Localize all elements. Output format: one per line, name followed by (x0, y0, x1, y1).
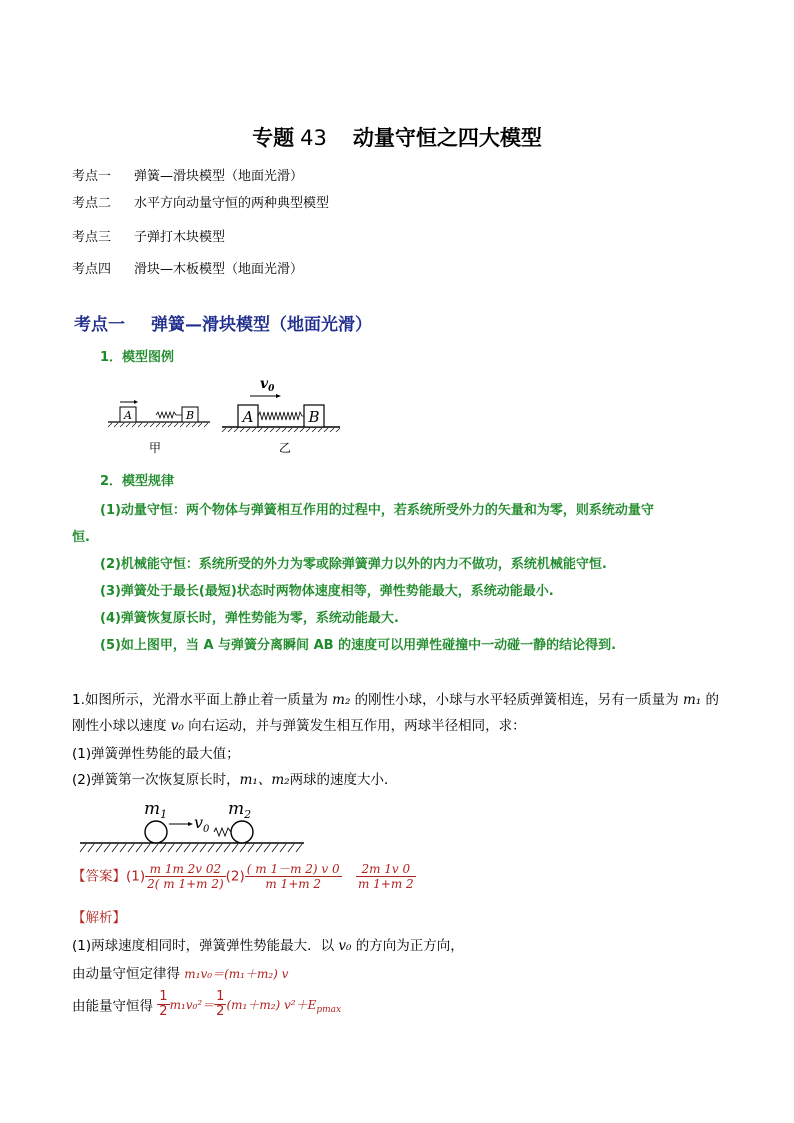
toc-text: 水平方向动量守恒的两种典型模型 (134, 196, 330, 211)
ball-m1 (145, 821, 167, 843)
toc-text: 滑块—木板模型（地面光滑） (134, 262, 304, 277)
problem-q2: (2)弹簧第一次恢复原长时，m₁、m₂两球的速度大小． (72, 772, 398, 788)
title-number: 43 (300, 126, 327, 150)
section-key: 考点一 (74, 315, 125, 335)
rule-1-cont: 恒. (72, 530, 90, 545)
spring (156, 412, 182, 418)
block-b-yi-label: B (308, 408, 320, 426)
title-text: 动量守恒之四大模型 (352, 126, 542, 150)
toc-text: 子弹打木块模型 (134, 230, 226, 245)
rule-5: (5)如上图甲，当 A 与弹簧分离瞬间 AB 的速度可以用弹性碰撞中一动碰一静的结论得到. (100, 638, 617, 653)
toc-key: 考点三 (72, 230, 112, 245)
toc-key: 考点二 (72, 196, 112, 211)
toc-item (72, 192, 329, 211)
subheading-model-rules: 2．模型规律 (100, 474, 175, 489)
answer-line: 【答案】(1) $\frac{m 1m 2v 02}{2( m 1+m 2)}$ (2) $\frac{( m 1-m 2) v 0}{m 1+m 2}$ $\frac{2m 1v 0}{m 1+m 2}$ (72, 862, 414, 891)
problem-q1: (1)弹簧弹性势能的最大值； (72, 746, 240, 762)
block-a-yi-label: A (242, 408, 254, 426)
analysis-label: 【解析】 (72, 910, 126, 926)
problem-line-1: 1.如图所示，光滑水平面上静止着一质量为 m₂ 的刚性小球，小球与水平轻质弹簧相连，另有一质量为 m₁ 的 (72, 692, 719, 708)
spring-fig2 (214, 828, 231, 836)
block-a-label: A (124, 409, 132, 422)
ball-m2 (231, 821, 253, 843)
rule-2: (2)机械能守恒：系统所受的外力为零或除弹簧弹力以外的内力不做功，系统机械能守恒. (100, 557, 607, 572)
block-b-label: B (185, 409, 195, 422)
answer-fraction-3: $\frac{2m 1v 0}{m 1+m 2}$ (357, 862, 414, 891)
toc-item (72, 165, 303, 184)
analysis-line-3: 由能量守恒得 $\frac{1}{2}$ m₁v₀²＝ $\frac{1}{2}$ (m₁＋m₂) $v^2+E_{pmax}$ (72, 989, 342, 1019)
rule-4: (4)弹簧恢复原长时，弹性势能为零，系统动能最大. (100, 611, 399, 626)
label-m2: $m_2$ (228, 799, 252, 821)
rule-3: (3)弹簧处于最长(最短)状态时两物体速度相等，弹性势能最大，系统动能最小. (100, 584, 554, 599)
velocity-label: $v_0$ (260, 376, 275, 394)
section-heading (74, 310, 372, 335)
toc-key: 考点四 (72, 262, 112, 277)
problem-line-2: 刚性小球以速度 v₀ 向右运动，并与弹簧发生相互作用，两球半径相同，求： (72, 718, 526, 734)
toc-item (72, 226, 225, 245)
section-text: 弹簧—滑块模型（地面光滑） (151, 315, 372, 335)
velocity-arrow-fig2 (188, 822, 193, 826)
spring-yi (258, 412, 304, 420)
analysis-line-1: (1)两球速度相同时，弹簧弹性势能最大．以 v₀ 的方向为正方向， (72, 938, 464, 954)
figure-yi (222, 376, 340, 455)
toc-text: 弹簧—滑块模型（地面光滑） (134, 169, 304, 184)
rule-1: (1)动量守恒：两个物体与弹簧相互作用的过程中，若系统所受外力的矢量和为零，则系统动量守 (100, 503, 654, 518)
figure-jia (108, 400, 210, 455)
title-prefix: 专题 (252, 126, 295, 150)
velocity-arrow (276, 394, 281, 398)
label-v0: $v_0$ (194, 813, 210, 835)
answer-fraction-1: $\frac{m 1m 2v 02}{2( m 1+m 2)}$ (147, 862, 224, 891)
problem-figure (72, 790, 312, 860)
answer-fraction-2: $\frac{( m 1-m 2) v 0}{m 1+m 2}$ (246, 862, 340, 891)
analysis-line-2: 由动量守恒定律得 m₁v₀＝(m₁＋m₂) v (72, 966, 289, 982)
figure-caption-jia: 甲 (148, 441, 162, 455)
subheading-model-figure: 1．模型图例 (100, 350, 175, 365)
figure-caption-yi: 乙 (278, 441, 292, 455)
page-title (0, 122, 794, 152)
model-figure (100, 372, 350, 462)
label-m1: $m_1$ (144, 799, 168, 821)
toc-item (72, 258, 303, 277)
toc-key: 考点一 (72, 169, 112, 184)
answer-label: 【答案】 (72, 868, 126, 885)
